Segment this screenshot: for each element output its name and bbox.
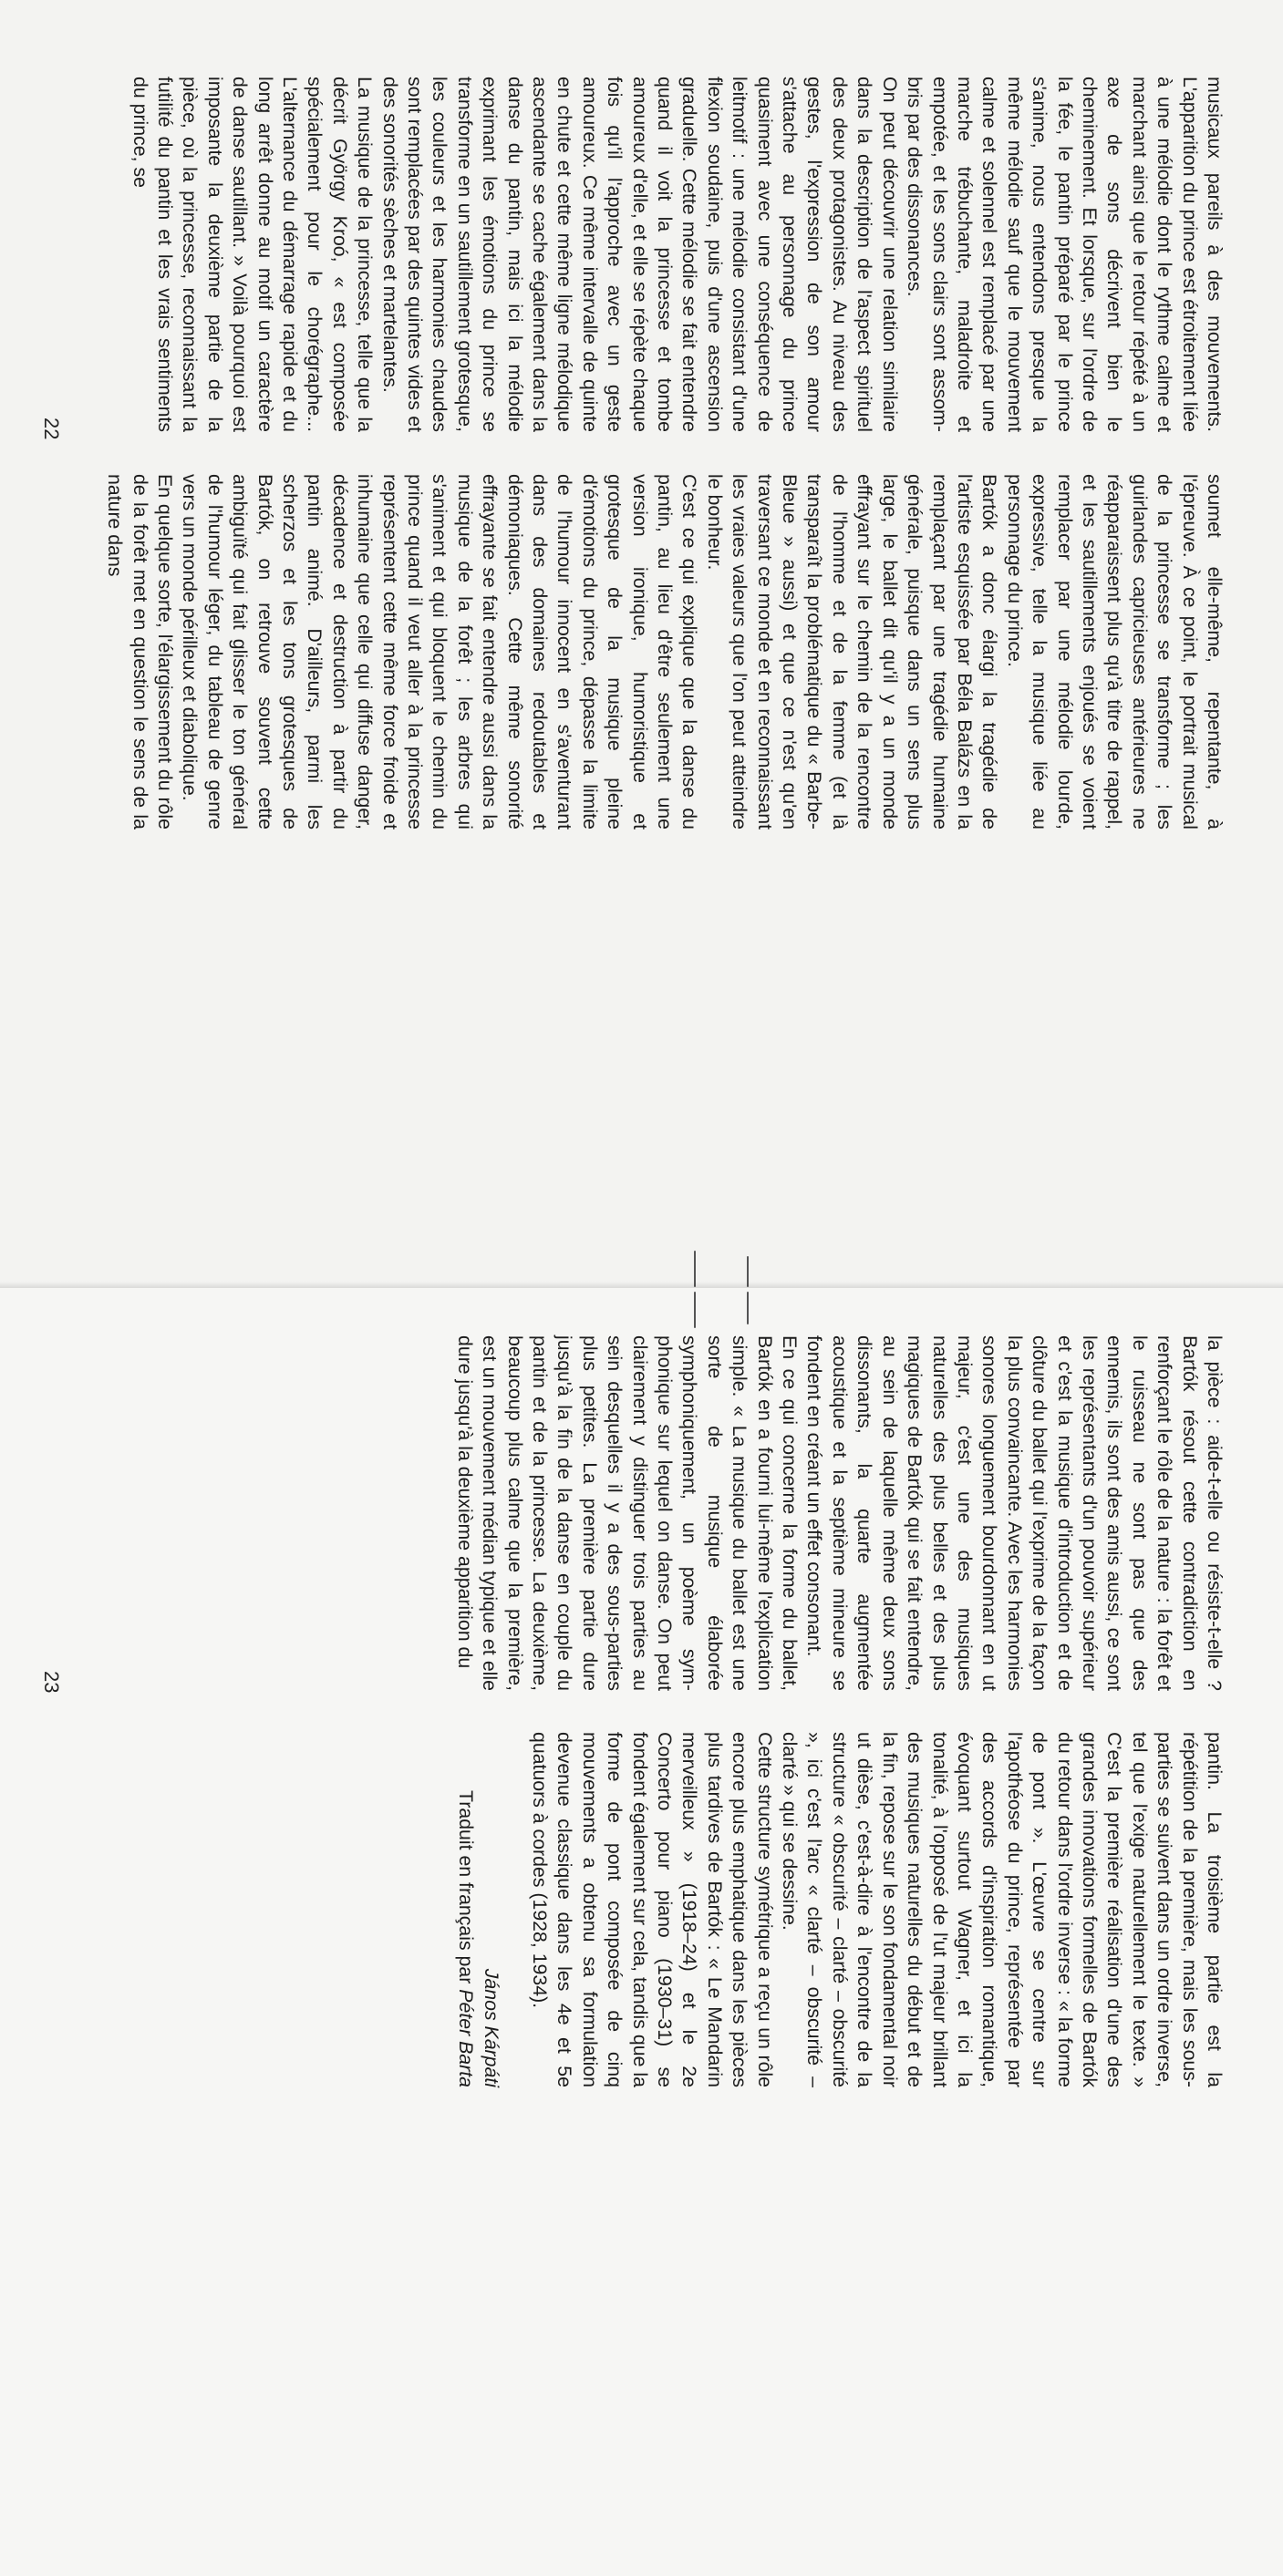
paragraph: En quelque sorte, l'élargissement du rôle de la forêt met en question le sens de la nature dans (104, 474, 176, 829)
right-page-column-1 (451, 1335, 1226, 1691)
page-number: 22 (40, 417, 63, 440)
paragraph: En ce qui concerne la forme du ballet, Bartók en a fourni lui-même l'explication simple. « La musique du ballet est une sorte de musique élaborée symphoniquement, un poème symphonique sur lequel on danse. On peut clairement y distinguer trois parties au sein desquelles il y a des sous-parties plus petites. La première partie dure jusqu'à la fin de la danse en couple du pantin et de la princesse. La deuxième, beaucoup plus calme que la première, est un mouvement médian typique et elle dure jusqu'à la deuxième apparition du (453, 1335, 802, 1691)
crop-mark (747, 1292, 749, 1324)
paragraph: C'est ce qui explique que la danse du pantin, au lieu d'être seulement une version ironique, humoristique et grotesque de la musique pleine d'émotions du prince, dépasse la limite de l'humour innocent en s'aventurant dans des domaines redoutables et démoniaques. Cette même sonorité effrayante se fait entendre aussi dans la musique de la forêt ; les arbres qui s'animent et qui bloquent le chemin du prince quand il veut aller à la princesse représentent cette même force froide et inhumaine que celle qui diffuse danger, décadence et destruction à partir du pantin animé. D'ailleurs, parmi les scherzos et les tons grotesques de Bartók, on retrouve souvent cette ambiguïté qui fait glisser le ton général de l'humour léger, du tableau de genre vers un monde périlleux et diabolique. (179, 474, 701, 829)
paragraph: Bartók a donc élargi la tragédie de l'artiste esquissée par Béla Balázs en la remplaçant par une tragédie humaine générale, puisque dans un sens plus large, le ballet dit qu'il y a un monde effrayant sur le chemin de la rencontre de l'homme et de la femme (et là transparaît la problématique du « Barbe-Bleue » aussi) et que ce n'est qu'en traversant ce monde et en reconnaissant les vraies valeurs que l'on peut atteindre le bonheur. (703, 474, 1001, 829)
paragraph: Cette structure symétrique a reçu un rôle encore plus emphatique dans les pièces plus tardives de Bartók : « Le Mandarin merveilleux » (1918–24) et le 2e Concerto pour piano (1930–31) se fondent également sur cela, tandis que la forme de pont composée de cinq mouvements a obtenu sa formulation devenue classique dans les 4e et 5e quatuors à cordes (1928, 1934). (529, 1732, 776, 2087)
translator-prefix: Traduit en français par (455, 1790, 478, 1984)
signature-block (453, 1732, 503, 2087)
paragraph: La musique de la princesse, telle que la décrit György Kroó, « est composée spécialement pour le chorégraphe... L'alternance du démarrage rapide et du long arrêt donne au motif un caractère de danse sautillant. » Voilà pourquoi est imposante la deuxième partie de la pièce, où la princesse, reconnaissant la futilité du pantin et les vrais sentiments du prince, se (129, 77, 377, 432)
translator-name: Péter Barta (455, 1989, 478, 2087)
translator-credit (453, 1732, 478, 2087)
crop-mark (694, 1292, 696, 1328)
right-page (0, 1288, 1283, 2576)
paragraph: musicaux pareils à des mouvements. L'apparition du prince est étroitement liée à une mélodie dont le rythme calme et marchant ainsi que le retour répété à un axe de sons décrivent bien le cheminement. Et lorsque, sur l'ordre de la fée, le pantin préparé par le prince s'anime, nous entendons presque la même mélodie sauf que le mouvement calme et solennel est remplacé par une marche trébuchante, maladroite et empotée, et les sons clairs sont assombris par des dissonances. (904, 77, 1226, 432)
paragraph: la pièce : aide-t-elle ou résiste-t-elle ? Bartók résout cette contradiction en renforçant le rôle de la nature : la forêt et le ruisseau ne sont pas que des ennemis, ils sont des amis aussi, ce sont les représentants d'un pouvoir supérieur et c'est la musique d'introduction et de clôture du ballet qui l'exprime de la façon la plus convaincante. Avec les harmonies sonores longuement bourdonnant en ut majeur, c'est une des musiques naturelles des plus belles et des plus magiques de Bartók qui se fait entendre, au sein de laquelle même deux sons dissonants, la quarte augmentée acoustique et la septième mineure se fondent en créant un effet consonant. (803, 1335, 1226, 1691)
right-page-column-2 (453, 1732, 1226, 2087)
left-page-column-1 (127, 77, 1226, 432)
paragraph: soumet elle-même, repentante, à l'épreuve. À ce point, le portrait musical de la princesse se transforme ; les guirlandes capricieuses antérieures ne réapparaissent plus qu'à titre de rappel, et les sautillements enjoués se voient remplacer par une mélodie lourde, expressive, telle la musique liée au personnage du prince. (1003, 474, 1226, 829)
page-number: 23 (40, 1671, 63, 1694)
left-page-column-2 (102, 474, 1226, 829)
paragraph: On peut découvrir une relation similaire dans la description de l'aspect spirituel des deux protagonistes. Au niveau des gestes, l'expression de son amour s'attache au personnage du prince quasiment avec une conséquence de leitmotif : une mélodie consistant d'une flexion soudaine, puis d'une ascension graduelle. Cette mélodie se fait entendre quand il voit la princesse et tombe amoureux d'elle, et elle se répète chaque fois qu'il l'approche avec un geste amoureux. Ce même intervalle de quinte en chute et cette même ligne mélodique ascendante se cache également dans la danse du pantin, mais ici la mélodie exprimant les émotions du prince se transforme en un sautillement grotesque, les couleurs et les harmonies chaudes sont remplacées par des quintes vides et des sonorités sèches et martelantes. (378, 77, 901, 432)
paragraph: pantin. La troisième partie est la répétition de la première, mais les sous-parties se suivent dans un ordre inverse, tel que l'exige naturellement le texte. » C'est la première réalisation d'une des grandes innovations formelles de Bartók du retour dans l'ordre inverse : « la forme de pont ». L'œuvre se centre sur l'apothéose du prince, représentée par des accords d'inspiration romantique, évoquant surtout Wagner, et ici la tonalité, à l'opposé de l'ut majeur brillant des musiques naturelles du début et de la fin, repose sur le son fondamental noir ut dièse, c'est-à-dire à l'encontre de la structure « obscurité – clarté – obscurité », ici c'est l'arc « clarté – obscurité – clarté » qui se dessine. (779, 1732, 1226, 2087)
author-name: János Kárpáti (480, 1968, 502, 2087)
